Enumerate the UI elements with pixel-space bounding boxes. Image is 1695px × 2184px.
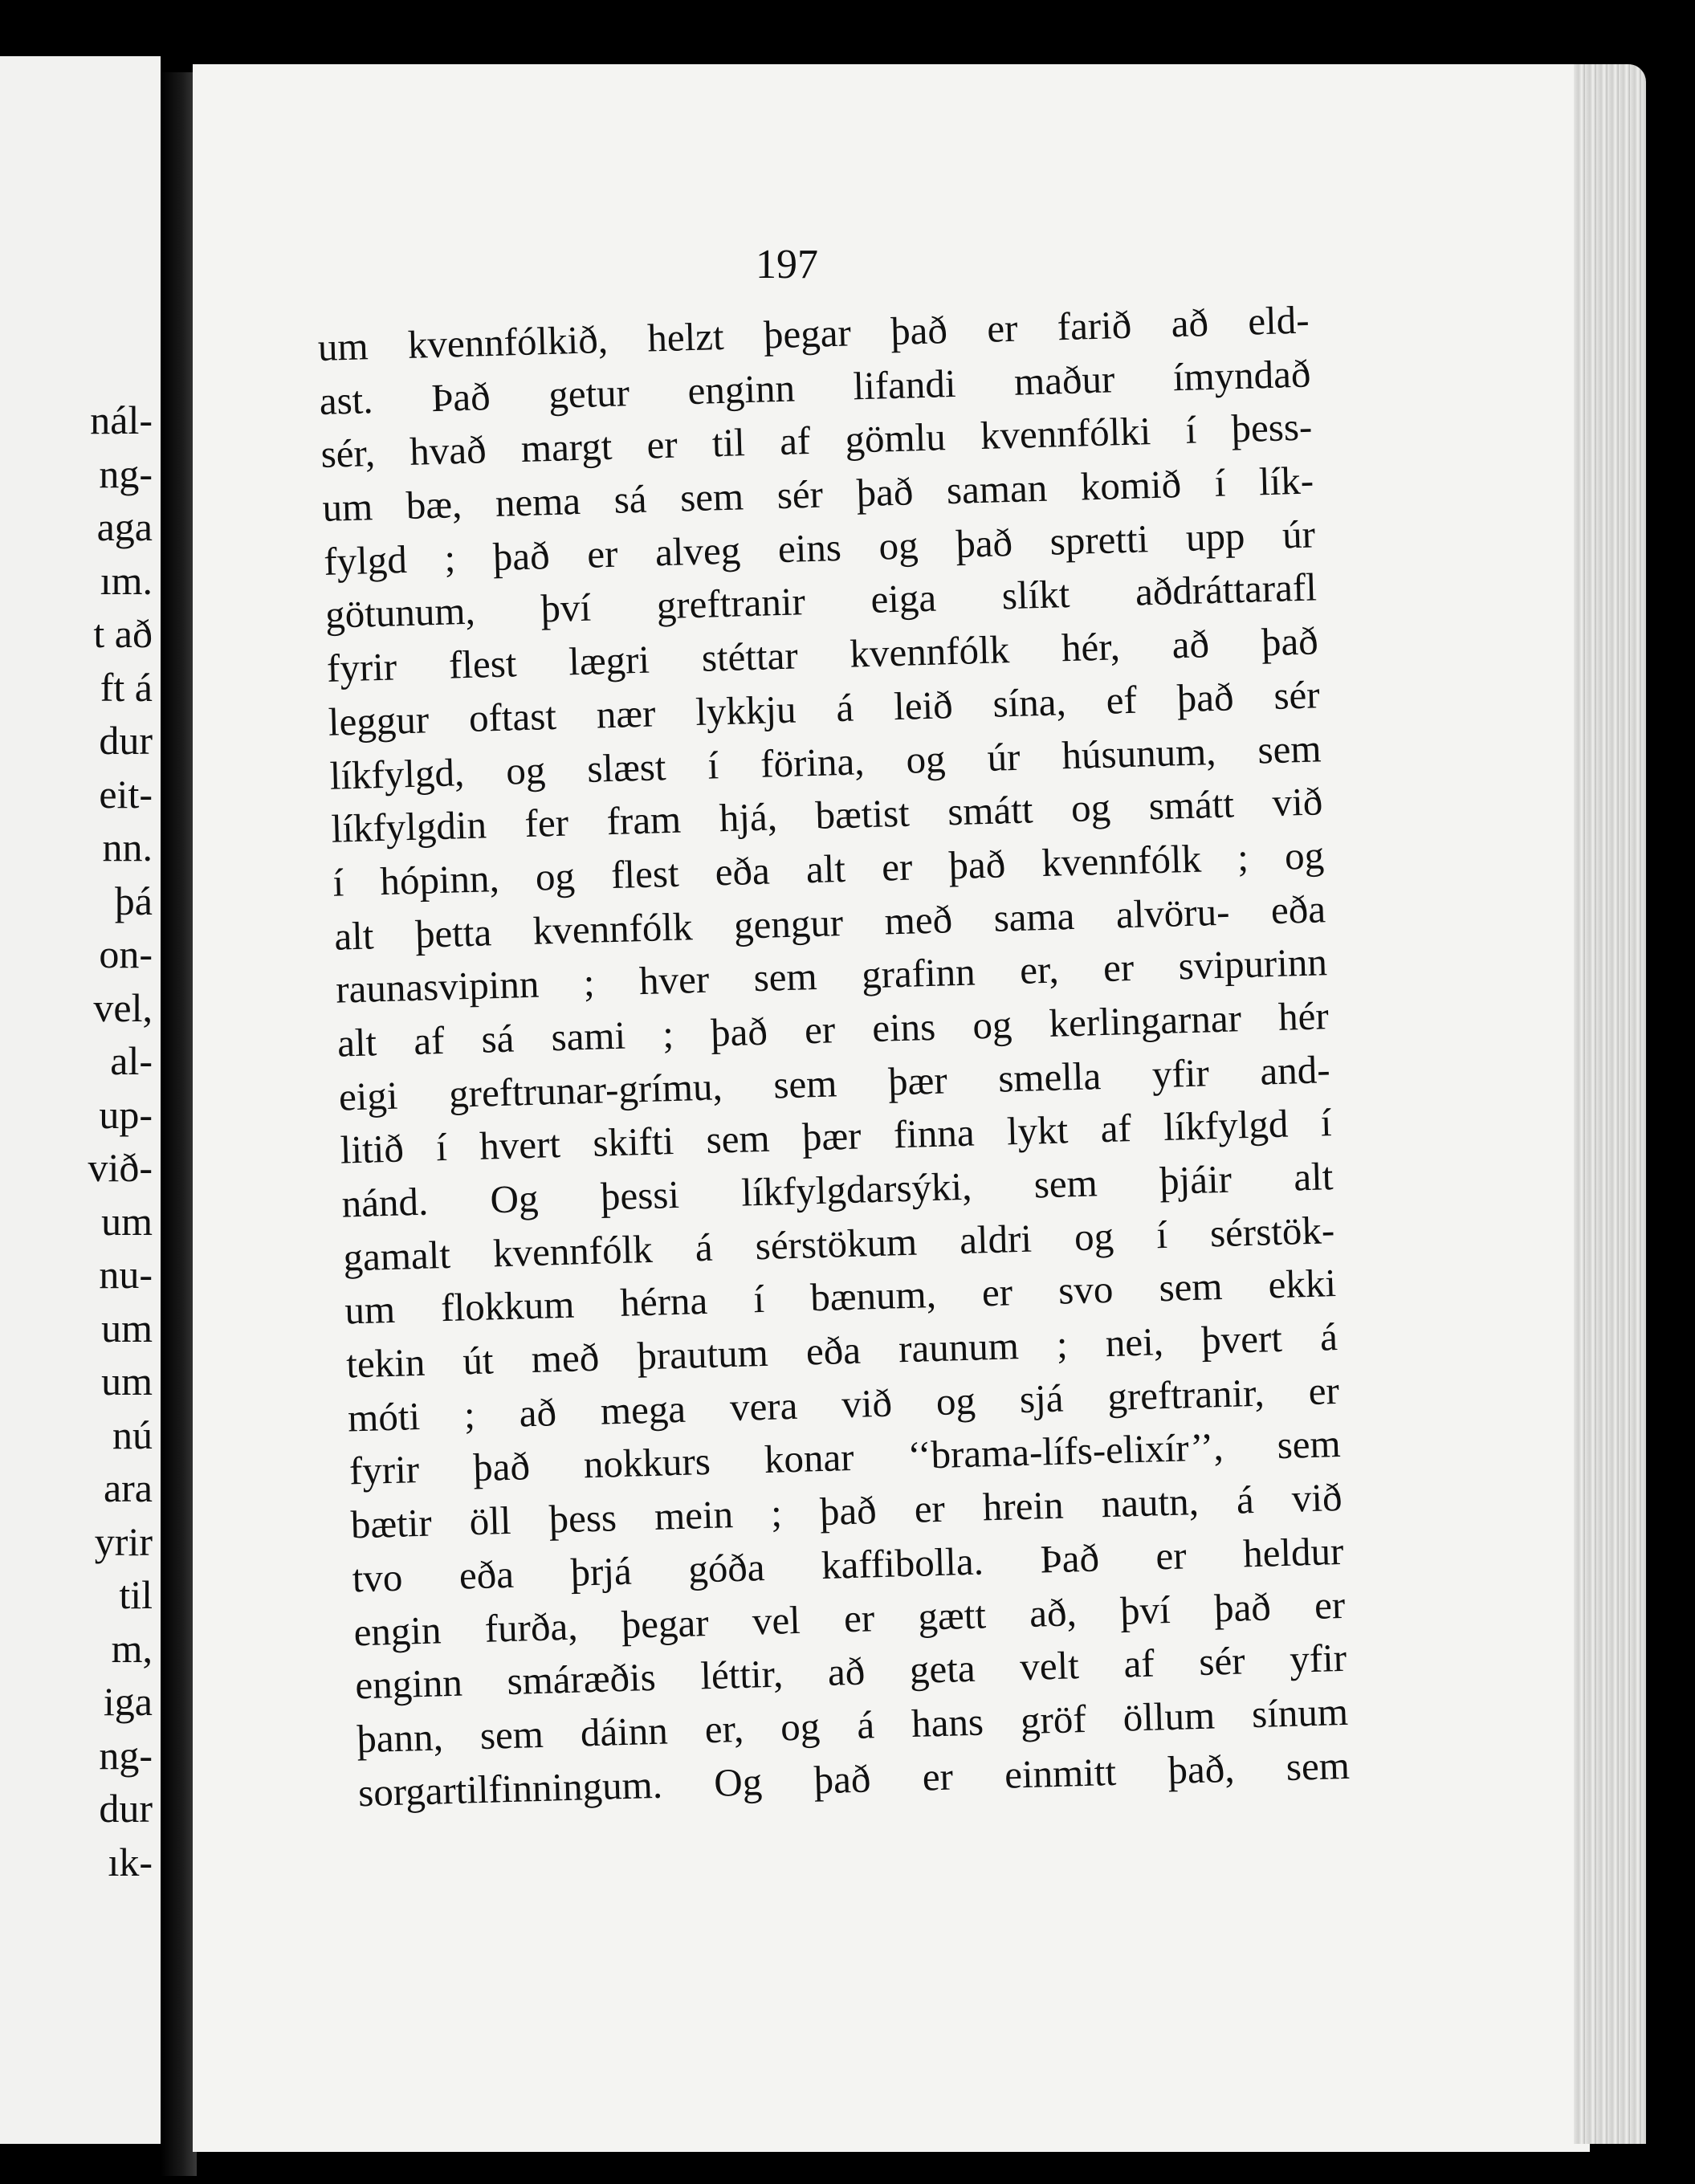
text-line: litið í hvert skifti sem þær finna lykt af líkfylgd í <box>340 1100 1333 1172</box>
text-line: um flokkum hérna í bænum, er svo sem ekki <box>344 1261 1337 1333</box>
text-line: enginn smáræðis léttir, að geta velt af sér yfir <box>354 1636 1347 1708</box>
left-text-fragment: nú <box>112 1412 153 1457</box>
left-text-fragment: um <box>101 1198 153 1244</box>
left-text-fragment: um <box>101 1359 153 1404</box>
left-text-fragment: al- <box>110 1038 153 1083</box>
left-text-fragment: dur <box>99 718 153 763</box>
left-page-text-fragments <box>0 393 153 1889</box>
text-line: alt þetta kvennfólk gengur með sama alvöru- eða <box>333 886 1326 959</box>
text-line: bætir öll þess mein ; það er hrein nautn, á við <box>350 1475 1343 1547</box>
left-text-fragment: vel, <box>93 984 153 1030</box>
text-line: raunasvipinn ; hver sem grafinn er, er svipurinn <box>335 939 1328 1012</box>
text-line: eigi greftrunar-grímu, sem þær smella yfir and- <box>338 1046 1331 1119</box>
left-text-fragment: til <box>119 1572 153 1617</box>
text-line: móti ; að mega vera við og sjá greftranir, er <box>347 1367 1340 1440</box>
text-line: þann, sem dáinn er, og á hans gröf öllum sínum <box>356 1689 1349 1762</box>
left-text-fragment: m, <box>111 1625 153 1671</box>
text-line: tekin út með þrautum eða raunum ; nei, þvert á <box>345 1314 1338 1387</box>
left-text-fragment: þá <box>114 878 153 923</box>
page-number: 197 <box>756 242 818 287</box>
left-text-fragment: eit- <box>99 771 153 817</box>
left-text-fragment: nu- <box>99 1252 153 1297</box>
book-gutter <box>161 72 197 2176</box>
left-text-fragment: ft á <box>100 664 153 710</box>
left-text-fragment: um <box>101 1305 153 1351</box>
text-line: götunum, því greftranir eiga slíkt aðdráttarafl <box>324 564 1318 638</box>
left-text-fragment: up- <box>99 1091 153 1137</box>
left-text-fragment: aga <box>96 504 153 549</box>
left-text-fragment: t að <box>93 611 153 656</box>
left-text-fragment: iga <box>103 1679 153 1724</box>
text-line: engin furða, þegar vel er gætt að, því það er <box>352 1582 1346 1654</box>
left-text-fragment: ara <box>103 1465 153 1510</box>
text-line: í hópinn, og flest eða alt er það kvennfólk ; og <box>332 833 1325 905</box>
text-line: fyrir það nokkurs konar ‘‘brama-lífs-elixír’’, sem <box>348 1421 1342 1493</box>
left-text-fragment: ng- <box>99 450 153 496</box>
text-line: sér, hvað margt er til af gömlu kvennfólki í þess- <box>320 404 1313 477</box>
left-text-fragment: nn. <box>102 825 153 870</box>
text-line: sorgartilfinningum. Og það er einmitt það, sem <box>357 1742 1351 1815</box>
text-line: líkfylgdin fer fram hjá, bætist smátt og smátt við <box>330 779 1323 851</box>
left-text-fragment: dur <box>99 1786 153 1831</box>
left-text-fragment: nál- <box>90 397 153 442</box>
text-line: alt af sá sami ; það er eins og kerlingarnar hér <box>336 993 1330 1066</box>
left-page <box>0 56 161 2144</box>
left-text-fragment: yrir <box>94 1518 153 1564</box>
left-text-fragment: ng- <box>99 1732 153 1778</box>
text-line: leggur oftast nær lykkju á leið sína, ef það sér <box>328 672 1321 744</box>
text-line: nánd. Og þessi líkfylgdarsýki, sem þjáir alt <box>340 1154 1334 1226</box>
left-text-fragment: ım. <box>100 557 153 603</box>
text-line: gamalt kvennfólk á sérstökum aldri og í sérstök- <box>342 1207 1335 1280</box>
text-line: tvo eða þrjá góða kaffibolla. Það er heldur <box>351 1528 1345 1601</box>
left-text-fragment: við- <box>88 1145 153 1190</box>
text-line: fylgd ; það er alveg eins og það spretti upp úr <box>323 511 1316 584</box>
page-body-text <box>317 294 1351 1820</box>
text-line: líkfylgd, og slæst í förina, og úr húsunum, sem <box>329 725 1322 798</box>
left-text-fragment: ık- <box>108 1839 153 1885</box>
page-edges <box>1574 64 1646 2144</box>
text-line: ast. Það getur enginn lifandi maður ímyndað <box>319 351 1312 423</box>
text-line: um bæ, nema sá sem sér það saman komið í lík- <box>321 458 1314 530</box>
left-text-fragment: on- <box>99 931 153 976</box>
text-line: um kvennfólkið, helzt þegar það er farið að eld- <box>317 297 1310 369</box>
text-line: fyrir flest lægri stéttar kvennfólk hér, að það <box>326 618 1319 691</box>
